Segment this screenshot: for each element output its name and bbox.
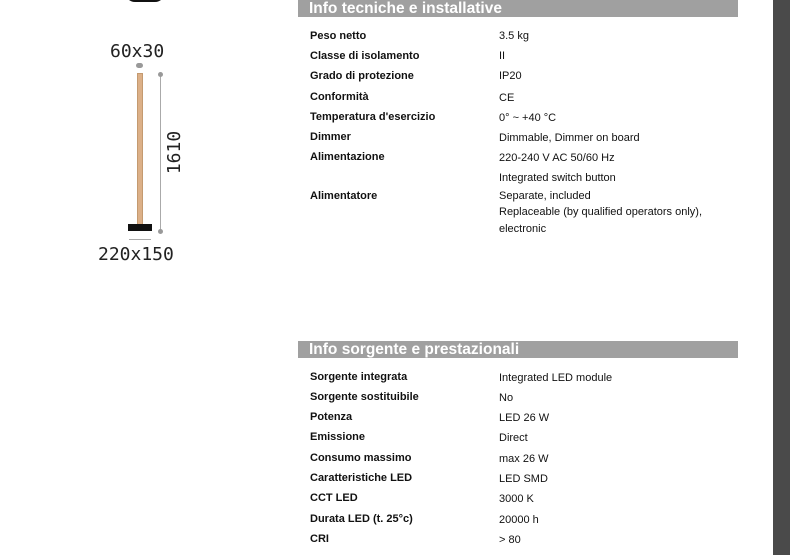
spec-value: LED SMD <box>499 473 548 485</box>
spec-value: max 26 W <box>499 453 549 465</box>
section-header-source: Info sorgente e prestazionali <box>298 341 738 358</box>
spec-value: Separate, included <box>499 190 591 202</box>
spec-label: Consumo massimo <box>310 452 412 464</box>
spec-label: Potenza <box>310 411 353 423</box>
base-line <box>129 239 151 240</box>
spec-label: Conformità <box>310 91 369 103</box>
height-dimension: 1610 <box>164 130 186 175</box>
spec-value: Integrated LED module <box>499 372 613 384</box>
lamp-top-shape <box>125 0 165 2</box>
spec-value: 0° ~ +40 °C <box>499 112 557 124</box>
spec-value: 220-240 V AC 50/60 Hz <box>499 152 615 164</box>
spec-value: Replaceable (by qualified operators only), <box>499 206 703 218</box>
spec-value: Direct <box>499 432 528 444</box>
spec-value: IP20 <box>499 70 522 82</box>
spec-value: II <box>499 50 506 62</box>
spec-label: Sorgente integrata <box>310 371 408 383</box>
spec-value: 20000 h <box>499 514 539 526</box>
spec-label: Emissione <box>310 431 366 443</box>
spec-label: Classe di isolamento <box>310 50 420 62</box>
spec-value: Integrated switch button <box>499 172 616 184</box>
spec-value: electronic <box>499 223 547 235</box>
spec-label: Alimentazione <box>310 151 385 163</box>
section-header-technical: Info tecniche e installative <box>298 0 738 17</box>
spec-value: > 80 <box>499 534 521 546</box>
spec-label: Sorgente sostituibile <box>310 391 419 403</box>
spec-label: Peso netto <box>310 30 367 42</box>
lamp-pole <box>137 73 143 228</box>
spec-label: Alimentatore <box>310 190 378 202</box>
top-dot <box>136 63 143 68</box>
spec-value: CE <box>499 92 515 104</box>
spec-label: Grado di protezione <box>310 70 414 82</box>
height-dot-bottom <box>158 229 163 234</box>
scrollbar[interactable] <box>773 0 790 555</box>
spec-value: 3000 K <box>499 493 534 505</box>
spec-value: Dimmable, Dimmer on board <box>499 132 640 144</box>
height-line <box>160 74 161 231</box>
spec-value: LED 26 W <box>499 412 550 424</box>
spec-label: Caratteristiche LED <box>310 472 413 484</box>
spec-label: Temperatura d'esercizio <box>310 111 436 123</box>
base-dimension: 220x150 <box>98 244 174 265</box>
height-dot-top <box>158 72 163 77</box>
spec-label: Dimmer <box>310 131 351 143</box>
spec-label: Durata LED (t. 25°c) <box>310 513 413 525</box>
lamp-base <box>128 224 152 231</box>
top-dimension: 60x30 <box>110 41 165 62</box>
spec-label: CRI <box>310 533 329 545</box>
spec-value: No <box>499 392 514 404</box>
spec-label: CCT LED <box>310 492 358 504</box>
spec-value: 3.5 kg <box>499 30 529 42</box>
